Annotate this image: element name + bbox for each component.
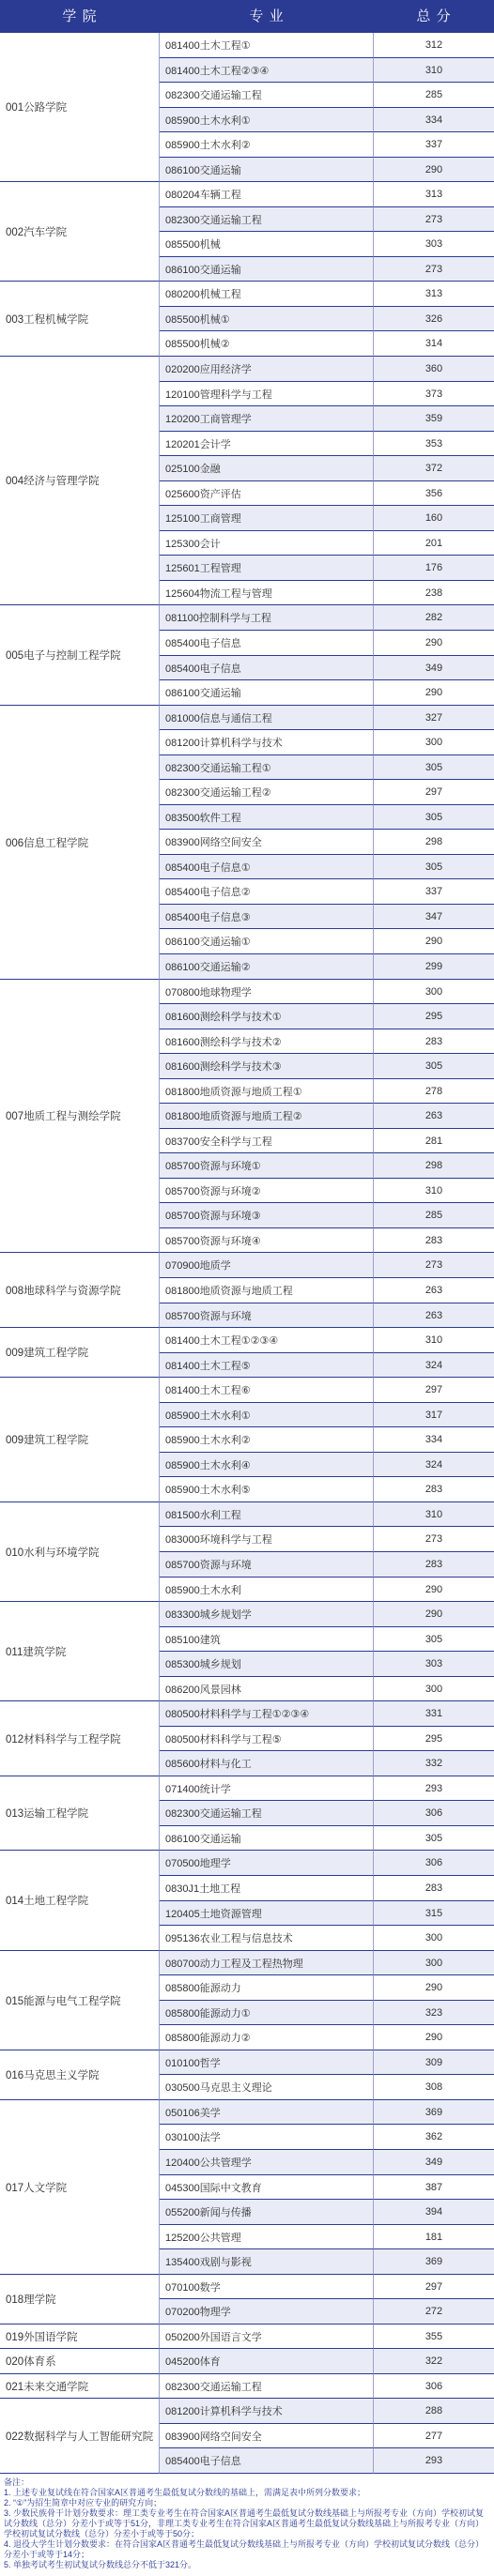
major-cell: 082300交通运输工程 bbox=[160, 1801, 374, 1826]
score-cell: 290 bbox=[374, 680, 494, 706]
score-cell: 273 bbox=[374, 207, 494, 232]
major-cell: 083700安全科学与工程 bbox=[160, 1129, 374, 1153]
score-cell: 281 bbox=[374, 1129, 494, 1153]
score-cell: 327 bbox=[374, 706, 494, 730]
score-cell: 290 bbox=[374, 631, 494, 656]
score-cell: 306 bbox=[374, 1851, 494, 1876]
score-cell: 201 bbox=[374, 531, 494, 556]
major-cell: 125200公共管理 bbox=[160, 2225, 374, 2249]
major-cell: 083900网络空间安全 bbox=[160, 830, 374, 855]
major-cell: 081800地质资源与地质工程 bbox=[160, 1278, 374, 1303]
score-cell: 283 bbox=[374, 1477, 494, 1502]
score-cell: 324 bbox=[374, 1353, 494, 1378]
score-cell: 369 bbox=[374, 2249, 494, 2275]
major-cell: 083900网络空间安全 bbox=[160, 2424, 374, 2448]
score-cell: 310 bbox=[374, 1328, 494, 1353]
major-cell: 086100交通运输 bbox=[160, 158, 374, 182]
major-cell: 082300交通运输工程 bbox=[160, 2374, 374, 2399]
score-cell: 323 bbox=[374, 2001, 494, 2025]
major-cell: 071400统计学 bbox=[160, 1776, 374, 1801]
score-cell: 347 bbox=[374, 905, 494, 929]
score-cell: 314 bbox=[374, 331, 494, 357]
score-cell: 290 bbox=[374, 1578, 494, 1602]
major-cell: 120200工商管理学 bbox=[160, 406, 374, 432]
score-cell: 373 bbox=[374, 382, 494, 406]
major-cell: 081800地质资源与地质工程② bbox=[160, 1104, 374, 1129]
college-cell: 015能源与电气工程学院 bbox=[0, 1951, 160, 2050]
major-cell: 085900土木水利① bbox=[160, 1403, 374, 1427]
score-cell: 337 bbox=[374, 132, 494, 158]
major-cell: 085400电子信息① bbox=[160, 855, 374, 879]
score-cell: 305 bbox=[374, 1826, 494, 1851]
score-cell: 349 bbox=[374, 2150, 494, 2175]
major-cell: 085400电子信息 bbox=[160, 2448, 374, 2474]
score-cell: 300 bbox=[374, 1677, 494, 1701]
major-cell: 081800地质资源与地质工程① bbox=[160, 1079, 374, 1104]
major-cell: 086200风景园林 bbox=[160, 1677, 374, 1701]
major-cell: 085100建筑 bbox=[160, 1627, 374, 1652]
notes bbox=[0, 2476, 494, 2570]
major-cell: 085300城乡规划 bbox=[160, 1652, 374, 1677]
major-cell: 045200体育 bbox=[160, 2349, 374, 2374]
major-cell: 085700资源与环境② bbox=[160, 1179, 374, 1203]
college-cell: 001公路学院 bbox=[0, 33, 160, 182]
score-cell: 331 bbox=[374, 1701, 494, 1727]
score-cell: 305 bbox=[374, 855, 494, 879]
major-cell: 120100管理科学与工程 bbox=[160, 382, 374, 406]
college-cell: 019外国语学院 bbox=[0, 2324, 160, 2349]
score-cell: 293 bbox=[374, 1776, 494, 1801]
college-cell: 017人文学院 bbox=[0, 2100, 160, 2275]
major-cell: 081400土木工程⑤ bbox=[160, 1353, 374, 1378]
score-cell: 290 bbox=[374, 1602, 494, 1627]
score-cell: 160 bbox=[374, 506, 494, 531]
score-cell: 278 bbox=[374, 1079, 494, 1104]
major-cell: 025100金融 bbox=[160, 456, 374, 481]
college-cell: 021未来交通学院 bbox=[0, 2374, 160, 2399]
score-cell: 317 bbox=[374, 1403, 494, 1427]
major-cell: 082300交通运输工程① bbox=[160, 755, 374, 780]
college-cell: 012材料科学与工程学院 bbox=[0, 1701, 160, 1776]
major-cell: 080500材料科学与工程⑤ bbox=[160, 1727, 374, 1751]
major-cell: 085600材料与化工 bbox=[160, 1751, 374, 1776]
score-cell: 299 bbox=[374, 954, 494, 980]
major-cell: 120201会计学 bbox=[160, 432, 374, 456]
header-college: 学 院 bbox=[0, 0, 160, 33]
major-cell: 085400电子信息 bbox=[160, 656, 374, 680]
major-cell: 081600测绘科学与技术③ bbox=[160, 1054, 374, 1079]
score-cell: 290 bbox=[374, 158, 494, 182]
score-cell: 303 bbox=[374, 232, 494, 257]
note-line: 1. 上述专业复试线在符合国家A区普通考生最低复试分数线的基础上，需满足表中所列分数要求； bbox=[4, 2488, 366, 2497]
major-cell: 080200机械工程 bbox=[160, 282, 374, 307]
major-cell: 081200计算机科学与技术 bbox=[160, 2399, 374, 2424]
score-cell: 360 bbox=[374, 357, 494, 382]
score-cell: 326 bbox=[374, 307, 494, 331]
score-cell: 300 bbox=[374, 1951, 494, 1975]
college-cell: 011建筑学院 bbox=[0, 1602, 160, 1701]
score-cell: 238 bbox=[374, 581, 494, 605]
score-cell: 312 bbox=[374, 33, 494, 58]
major-cell: 082300交通运输工程 bbox=[160, 83, 374, 108]
header-score: 总 分 bbox=[374, 0, 494, 33]
major-cell: 085900土木水利② bbox=[160, 132, 374, 158]
score-cell: 355 bbox=[374, 2324, 494, 2349]
major-cell: 030100法学 bbox=[160, 2125, 374, 2150]
note-line: 5. 单独考试考生初试复试分数线总分不低于321分。 bbox=[4, 2560, 197, 2569]
college-cell: 009建筑工程学院 bbox=[0, 1328, 160, 1378]
major-cell: 080204车辆工程 bbox=[160, 182, 374, 207]
major-cell: 045300国际中文教育 bbox=[160, 2175, 374, 2200]
major-cell: 085400电子信息③ bbox=[160, 905, 374, 929]
score-cell: 310 bbox=[374, 1179, 494, 1203]
major-cell: 085700资源与环境① bbox=[160, 1153, 374, 1179]
score-cell: 310 bbox=[374, 58, 494, 83]
major-cell: 125300会计 bbox=[160, 531, 374, 556]
score-cell: 332 bbox=[374, 1751, 494, 1776]
major-cell: 025600资产评估 bbox=[160, 481, 374, 506]
score-cell: 315 bbox=[374, 1901, 494, 1926]
major-cell: 095136农业工程与信息技术 bbox=[160, 1926, 374, 1951]
college-cell: 004经济与管理学院 bbox=[0, 357, 160, 605]
major-cell: 081600测绘科学与技术② bbox=[160, 1029, 374, 1054]
score-cell: 362 bbox=[374, 2125, 494, 2150]
major-cell: 085700资源与环境③ bbox=[160, 1203, 374, 1228]
score-cell: 273 bbox=[374, 1253, 494, 1278]
score-cell: 290 bbox=[374, 1975, 494, 2001]
score-cell: 298 bbox=[374, 830, 494, 855]
major-cell: 082300交通运输工程② bbox=[160, 780, 374, 805]
score-cell: 303 bbox=[374, 1652, 494, 1677]
score-cell: 322 bbox=[374, 2349, 494, 2374]
score-cell: 277 bbox=[374, 2424, 494, 2448]
score-cell: 290 bbox=[374, 929, 494, 954]
score-cell: 290 bbox=[374, 2025, 494, 2050]
college-cell: 003工程机械学院 bbox=[0, 282, 160, 357]
score-cell: 356 bbox=[374, 481, 494, 506]
major-cell: 125604物流工程与管理 bbox=[160, 581, 374, 605]
note-line: 备注： bbox=[4, 2477, 30, 2487]
score-cell: 293 bbox=[374, 2448, 494, 2474]
score-cell: 283 bbox=[374, 1552, 494, 1578]
major-cell: 085900土木水利⑤ bbox=[160, 1477, 374, 1502]
major-cell: 050200外国语言文学 bbox=[160, 2324, 374, 2349]
major-cell: 080700动力工程及工程热物理 bbox=[160, 1951, 374, 1975]
score-cell: 313 bbox=[374, 182, 494, 207]
major-cell: 081100控制科学与工程 bbox=[160, 605, 374, 631]
score-cell: 295 bbox=[374, 1004, 494, 1029]
score-cell: 297 bbox=[374, 2275, 494, 2299]
college-cell: 022数据科学与人工智能研究院 bbox=[0, 2399, 160, 2474]
score-cell: 369 bbox=[374, 2100, 494, 2125]
major-cell: 070800地球物理学 bbox=[160, 980, 374, 1004]
major-cell: 085900土木水利② bbox=[160, 1427, 374, 1453]
score-cell: 305 bbox=[374, 805, 494, 830]
major-cell: 085900土木水利 bbox=[160, 1578, 374, 1602]
score-cell: 305 bbox=[374, 755, 494, 780]
score-cell: 334 bbox=[374, 108, 494, 132]
major-cell: 081000信息与通信工程 bbox=[160, 706, 374, 730]
score-cell: 295 bbox=[374, 1727, 494, 1751]
major-cell: 070100数学 bbox=[160, 2275, 374, 2299]
college-cell: 010水利与环境学院 bbox=[0, 1502, 160, 1602]
major-cell: 0830J1土地工程 bbox=[160, 1876, 374, 1901]
score-cell: 306 bbox=[374, 2374, 494, 2399]
major-cell: 086100交通运输② bbox=[160, 954, 374, 980]
score-cell: 306 bbox=[374, 1801, 494, 1826]
major-cell: 083300城乡规划学 bbox=[160, 1602, 374, 1627]
college-cell: 014土地工程学院 bbox=[0, 1851, 160, 1951]
major-cell: 086100交通运输 bbox=[160, 1826, 374, 1851]
major-cell: 086100交通运输 bbox=[160, 257, 374, 282]
score-cell: 285 bbox=[374, 1203, 494, 1228]
score-cell: 283 bbox=[374, 1029, 494, 1054]
note-line: 3. 少数民族骨干计划分数要求：理工类专业考生在符合国家A区普通考生最低复试分数线基础上与所报考专业（方向）学校初试复试分数线（总分）分差小于或等于51分，非理工类专业考生在符合国家A区普通考生最低复试分数线基础上与所报考专业（方向）学校初试复试分数线（总分）分差小于或等于50分； bbox=[4, 2508, 485, 2538]
major-cell: 085900土木水利④ bbox=[160, 1453, 374, 1477]
note-line: 2. “①”为招生简章中对应专业的研究方向； bbox=[4, 2498, 162, 2507]
major-cell: 080500材料科学与工程①②③④ bbox=[160, 1701, 374, 1727]
score-cell: 273 bbox=[374, 257, 494, 282]
score-cell: 300 bbox=[374, 1926, 494, 1951]
score-cell: 310 bbox=[374, 1502, 494, 1527]
major-cell: 135400戏剧与影视 bbox=[160, 2249, 374, 2275]
major-cell: 085800能源动力① bbox=[160, 2001, 374, 2025]
score-cell: 288 bbox=[374, 2399, 494, 2424]
score-cell: 308 bbox=[374, 2075, 494, 2100]
major-cell: 030500马克思主义理论 bbox=[160, 2075, 374, 2100]
major-cell: 083500软件工程 bbox=[160, 805, 374, 830]
score-cell: 394 bbox=[374, 2200, 494, 2225]
major-cell: 085400电子信息 bbox=[160, 631, 374, 656]
major-cell: 081500水利工程 bbox=[160, 1502, 374, 1527]
score-cell: 263 bbox=[374, 1104, 494, 1129]
major-cell: 085800能源动力 bbox=[160, 1975, 374, 2001]
college-cell: 009建筑工程学院 bbox=[0, 1378, 160, 1502]
score-cell: 263 bbox=[374, 1278, 494, 1303]
score-cell: 283 bbox=[374, 1228, 494, 1253]
score-cell: 282 bbox=[374, 605, 494, 631]
college-cell: 006信息工程学院 bbox=[0, 706, 160, 980]
score-cell: 283 bbox=[374, 1876, 494, 1901]
score-cell: 263 bbox=[374, 1303, 494, 1328]
major-cell: 085900土木水利① bbox=[160, 108, 374, 132]
score-cell: 313 bbox=[374, 282, 494, 307]
score-cell: 285 bbox=[374, 83, 494, 108]
major-cell: 010100哲学 bbox=[160, 2050, 374, 2075]
major-cell: 085700资源与环境 bbox=[160, 1303, 374, 1328]
score-cell: 297 bbox=[374, 1378, 494, 1403]
major-cell: 085700资源与环境 bbox=[160, 1552, 374, 1578]
major-cell: 020200应用经济学 bbox=[160, 357, 374, 382]
college-cell: 007地质工程与测绘学院 bbox=[0, 980, 160, 1253]
major-cell: 125601工程管理 bbox=[160, 556, 374, 581]
major-cell: 081400土木工程① bbox=[160, 33, 374, 58]
score-cell: 305 bbox=[374, 1627, 494, 1652]
major-cell: 070200物理学 bbox=[160, 2299, 374, 2324]
major-cell: 085500机械② bbox=[160, 331, 374, 357]
major-cell: 085500机械 bbox=[160, 232, 374, 257]
major-cell: 120400公共管理学 bbox=[160, 2150, 374, 2175]
major-cell: 083000环境科学与工程 bbox=[160, 1527, 374, 1552]
score-cell: 176 bbox=[374, 556, 494, 581]
score-cell: 337 bbox=[374, 879, 494, 905]
major-cell: 082300交通运输工程 bbox=[160, 207, 374, 232]
score-cell: 298 bbox=[374, 1153, 494, 1179]
major-cell: 050106美学 bbox=[160, 2100, 374, 2125]
college-cell: 016马克思主义学院 bbox=[0, 2050, 160, 2100]
major-cell: 070900地质学 bbox=[160, 1253, 374, 1278]
score-cell: 334 bbox=[374, 1427, 494, 1453]
score-cell: 324 bbox=[374, 1453, 494, 1477]
major-cell: 085800能源动力② bbox=[160, 2025, 374, 2050]
major-cell: 085700资源与环境④ bbox=[160, 1228, 374, 1253]
major-cell: 081600测绘科学与技术① bbox=[160, 1004, 374, 1029]
major-cell: 055200新闻与传播 bbox=[160, 2200, 374, 2225]
score-cell: 272 bbox=[374, 2299, 494, 2324]
score-cell: 305 bbox=[374, 1054, 494, 1079]
major-cell: 120405土地资源管理 bbox=[160, 1901, 374, 1926]
major-cell: 081200计算机科学与技术 bbox=[160, 730, 374, 755]
header-major: 专 业 bbox=[160, 0, 374, 33]
score-cell: 309 bbox=[374, 2050, 494, 2075]
score-cell: 300 bbox=[374, 980, 494, 1004]
major-cell: 085500机械① bbox=[160, 307, 374, 331]
major-cell: 081400土木工程①②③④ bbox=[160, 1328, 374, 1353]
score-cell: 372 bbox=[374, 456, 494, 481]
major-cell: 081400土木工程②③④ bbox=[160, 58, 374, 83]
college-cell: 018理学院 bbox=[0, 2275, 160, 2324]
note-line: 4. 退役大学生计划分数要求：在符合国家A区普通考生最低复试分数线基础上与所报考专业（方向）学校初试复试分数线（总分）分差小于或等于14分； bbox=[4, 2539, 485, 2559]
major-cell: 085400电子信息② bbox=[160, 879, 374, 905]
score-cell: 181 bbox=[374, 2225, 494, 2249]
college-cell: 005电子与控制工程学院 bbox=[0, 605, 160, 706]
major-cell: 081400土木工程⑥ bbox=[160, 1378, 374, 1403]
major-cell: 070500地理学 bbox=[160, 1851, 374, 1876]
score-cell: 359 bbox=[374, 406, 494, 432]
score-cell: 387 bbox=[374, 2175, 494, 2200]
college-cell: 013运输工程学院 bbox=[0, 1776, 160, 1851]
score-cell: 297 bbox=[374, 780, 494, 805]
college-cell: 020体育系 bbox=[0, 2349, 160, 2374]
score-cell: 349 bbox=[374, 656, 494, 680]
college-cell: 008地球科学与资源学院 bbox=[0, 1253, 160, 1328]
major-cell: 125100工商管理 bbox=[160, 506, 374, 531]
major-cell: 086100交通运输 bbox=[160, 680, 374, 706]
major-cell: 086100交通运输① bbox=[160, 929, 374, 954]
college-cell: 002汽车学院 bbox=[0, 182, 160, 282]
score-cell: 300 bbox=[374, 730, 494, 755]
score-cell: 273 bbox=[374, 1527, 494, 1552]
score-cell: 353 bbox=[374, 432, 494, 456]
